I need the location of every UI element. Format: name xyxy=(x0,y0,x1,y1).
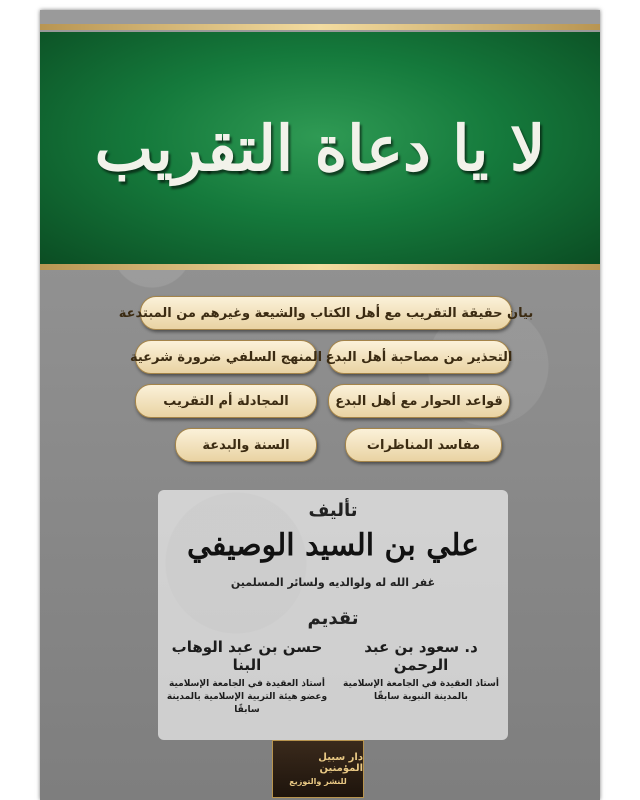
top-gold-rule xyxy=(40,24,600,30)
topic-pill: بيان حقيقة التقريب مع أهل الكتاب والشيعة وغيرهم من المبتدعة xyxy=(140,296,512,330)
presenter-2 xyxy=(162,638,332,717)
topic-pill: قواعد الحوار مع أهل البدع xyxy=(328,384,510,418)
presenter-name: د. سعود بن عبد الرحمن xyxy=(364,638,478,674)
topic-pill: المنهج السلفي ضرورة شرعية xyxy=(135,340,317,374)
author-dedication: غفر الله له ولوالديه ولسائر المسلمين xyxy=(230,576,436,589)
presenter-title-line: أستاذ العقيدة في الجامعة الإسلامية xyxy=(343,679,499,689)
topic-pill: التحذير من مصاحبة أهل البدع xyxy=(328,340,510,374)
author-panel xyxy=(158,490,508,740)
author-name: علي بن السيد الوصيفي xyxy=(186,528,480,563)
topics-panel xyxy=(40,282,600,472)
publisher-logo xyxy=(272,740,364,798)
topic-pill: مفاسد المناظرات xyxy=(345,428,502,462)
presenter-title-line: بالمدينة النبوية سابقًا xyxy=(374,692,468,702)
book-title: لا يا دعاة التقريب xyxy=(94,111,546,185)
presenter-title-line: أستاذ العقيدة في الجامعة الإسلامية xyxy=(169,679,325,689)
publisher-name: دار سبيل المؤمنين xyxy=(318,752,363,774)
authorship-label: تأليف xyxy=(308,500,358,521)
presenter-name: حسن بن عبد الوهاب البنا xyxy=(171,638,323,674)
presenter-title-line: وعضو هيئة التربية الإسلامية بالمدينة سابقًا xyxy=(166,692,328,715)
publisher-subtitle: للنشر والتوزيع xyxy=(289,777,347,786)
book-cover xyxy=(40,10,600,800)
introduction-label: تقديم xyxy=(307,608,359,629)
presenter-1 xyxy=(336,638,506,704)
title-banner xyxy=(40,32,600,264)
topic-pill: المجادلة أم التقريب xyxy=(135,384,317,418)
bottom-gold-rule xyxy=(40,264,600,270)
topic-pill: السنة والبدعة xyxy=(175,428,317,462)
